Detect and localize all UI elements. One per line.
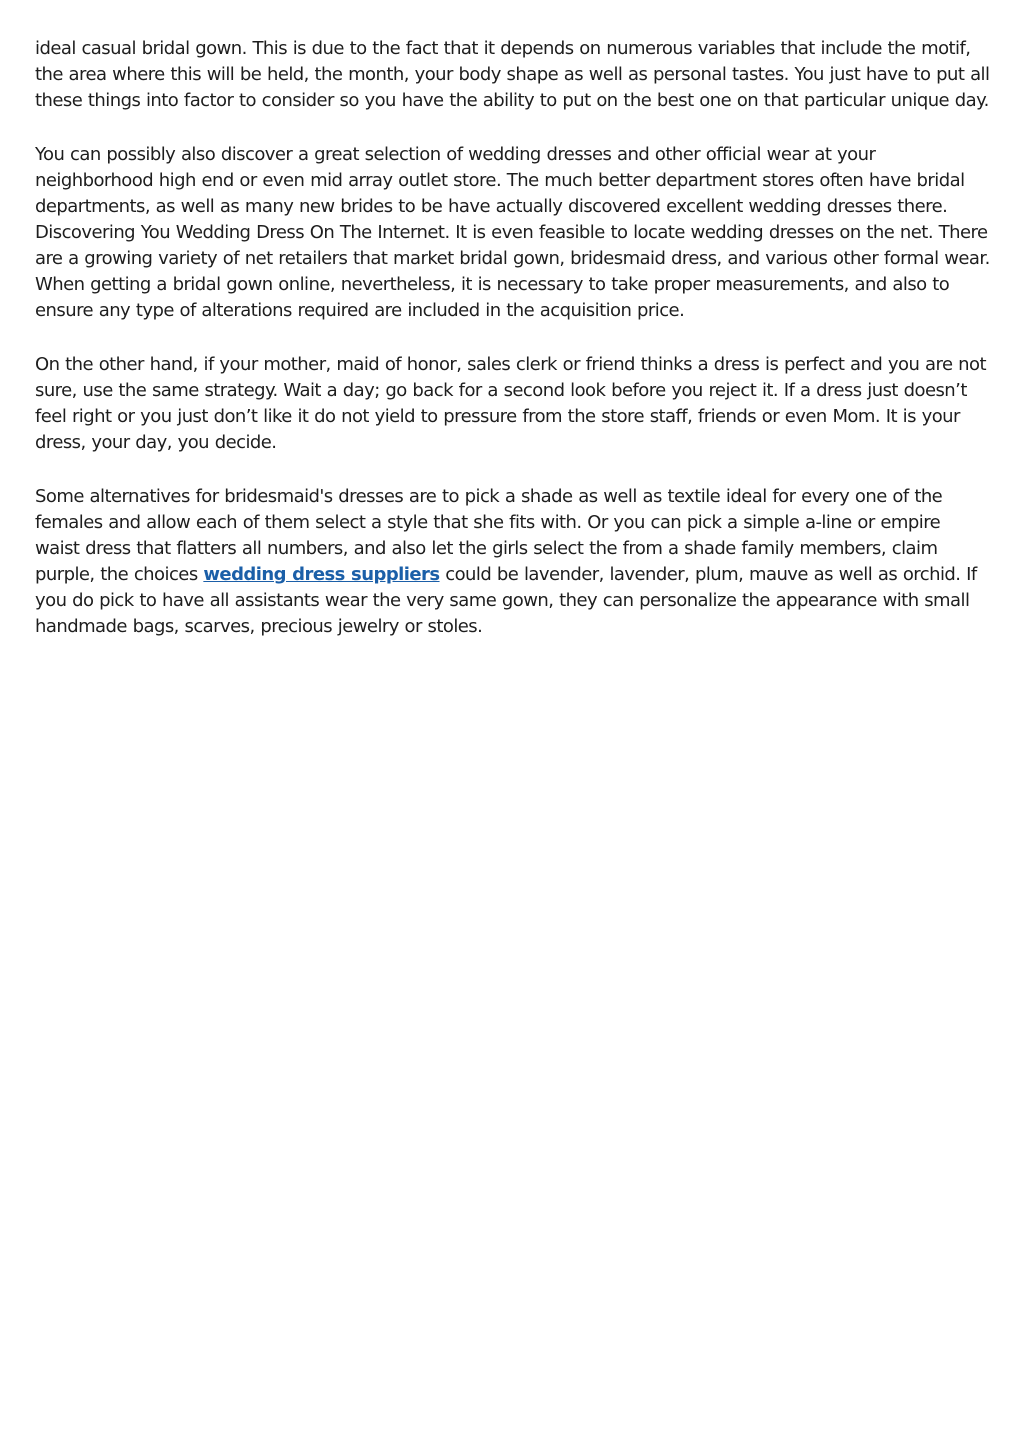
wedding-dress-suppliers-link[interactable]: wedding dress suppliers — [203, 564, 440, 585]
paragraph-4-text-after-link: could be lavender, lavender, plum, mauve as well as orchid. If you do pick to have all assistants wear the very same gown, they can personalize the appearance with small handmade bags, scarves, precious jewelry or stoles. — [35, 564, 977, 637]
document-body — [35, 36, 990, 668]
paragraph-4-text-before-link: Some alternatives for bridesmaid's dresses are to pick a shade as well as textile ideal for every one of the females and allow each of them select a style that she fits with. Or you can pick a simple a-line or empire waist dress that flatters all numbers, and also let the girls select the from a shade family members, claim purple, the choices — [35, 486, 943, 585]
paragraph-3: On the other hand, if your mother, maid of honor, sales clerk or friend thinks a dress is perfect and you are not sure, use the same strategy. Wait a day; go back for a second look before you reject it. If a dress just doesn’t feel right or you just don’t like it do not yield to pressure from the store staff, friends or even Mom. It is your dress, your day, you decide. — [35, 354, 986, 453]
paragraph-4 — [35, 484, 990, 640]
paragraph-1: ideal casual bridal gown. This is due to the fact that it depends on numerous variables that include the motif, the area where this will be held, the month, your body shape as well as personal tastes. You just have to put all these things into factor to consider so you have the ability to put on the best one on that particular unique day. — [35, 38, 990, 111]
paragraph-2: You can possibly also discover a great selection of wedding dresses and other official wear at your neighborhood high end or even mid array outlet store. The much better department stores often have bridal departments, as well as many new brides to be have actually discovered excellent wedding dresses there. Discovering You Wedding Dress On The Internet. It is even feasible to locate wedding dresses on the net. There are a growing variety of net retailers that market bridal gown, bridesmaid dress, and various other formal wear. When getting a bridal gown online, nevertheless, it is necessary to take proper measurements, and also to ensure any type of alterations required are included in the acquisition price. — [35, 144, 990, 321]
